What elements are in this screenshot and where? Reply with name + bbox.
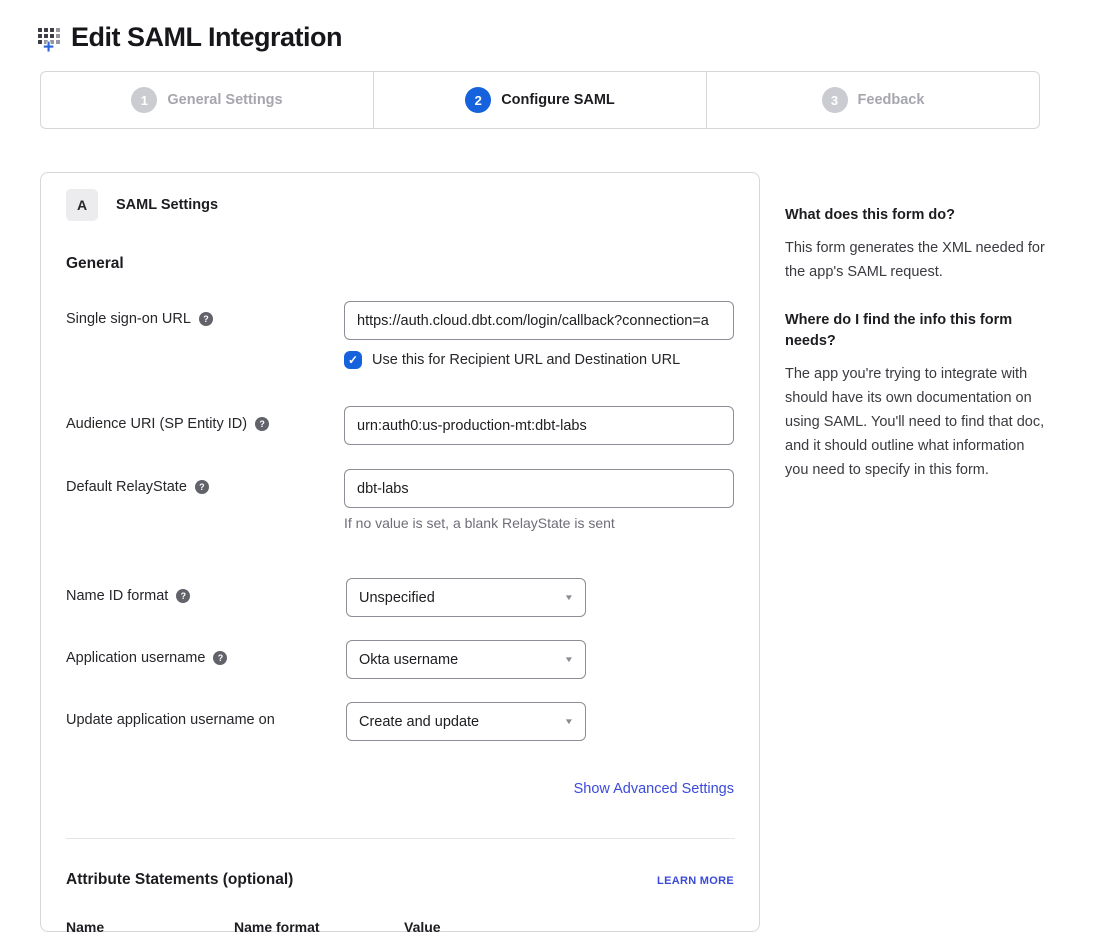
- page-header: [0, 0, 1118, 58]
- help-icon[interactable]: ?: [176, 589, 190, 603]
- step-label: Configure SAML: [501, 92, 615, 108]
- step-label: Feedback: [857, 92, 925, 108]
- name-id-format-row: [66, 578, 734, 617]
- help-section-heading: Where do I find the info this form needs?: [785, 312, 1013, 350]
- step-label: General Settings: [167, 92, 283, 108]
- general-section-heading: General: [66, 255, 124, 272]
- app-username-label: Application username: [66, 650, 206, 666]
- step-feedback[interactable]: [706, 72, 1039, 128]
- step-number-badge: 3: [822, 87, 848, 113]
- attribute-statements-header-row: [66, 919, 734, 935]
- step-number-badge: 2: [465, 87, 491, 113]
- wizard-steps: [40, 71, 1040, 129]
- help-section-body: The app you're trying to integrate with should have its own documentation on using SAML. You'll need to find that doc, and it should outline what information you need to specify in this form.: [785, 366, 1045, 479]
- step-configure-saml[interactable]: [373, 72, 706, 128]
- app-username-row: [66, 640, 734, 679]
- sso-url-row: [66, 301, 734, 369]
- card-header: [66, 189, 734, 221]
- chevron-down-icon: ▼: [563, 717, 575, 726]
- show-advanced-settings-link[interactable]: Show Advanced Settings: [573, 781, 734, 797]
- app-username-select[interactable]: [346, 640, 586, 679]
- step-general-settings[interactable]: [41, 72, 373, 128]
- relay-state-input[interactable]: [344, 469, 734, 508]
- select-value: Okta username: [359, 651, 459, 668]
- help-icon[interactable]: ?: [213, 651, 227, 665]
- sso-url-input[interactable]: [344, 301, 734, 340]
- update-app-username-row: [66, 702, 734, 741]
- relay-state-hint: If no value is set, a blank RelayState is sent: [344, 515, 615, 531]
- help-section-body: This form generates the XML needed for the app's SAML request.: [785, 240, 1045, 281]
- help-section-heading: What does this form do?: [785, 207, 955, 223]
- column-header-value: Value: [404, 919, 441, 935]
- relay-state-label: Default RelayState: [66, 479, 187, 495]
- learn-more-link[interactable]: LEARN MORE: [657, 875, 734, 887]
- saml-settings-card: [40, 172, 760, 935]
- help-icon[interactable]: ?: [195, 480, 209, 494]
- section-a-badge: A: [66, 189, 98, 221]
- page-title: Edit SAML Integration: [71, 22, 342, 52]
- section-divider: [66, 838, 735, 839]
- name-id-format-label: Name ID format: [66, 588, 169, 604]
- select-value: Unspecified: [359, 589, 435, 606]
- audience-uri-row: [66, 406, 734, 445]
- step-number-badge: 1: [131, 87, 157, 113]
- help-sidebar: [785, 205, 1047, 508]
- update-app-username-select[interactable]: [346, 702, 586, 741]
- column-header-name: Name: [66, 919, 105, 935]
- card-title: SAML Settings: [116, 197, 219, 213]
- sso-url-label: Single sign-on URL: [66, 311, 191, 327]
- name-id-format-select[interactable]: [346, 578, 586, 617]
- chevron-down-icon: ▼: [563, 655, 575, 664]
- recipient-url-checkbox-label: Use this for Recipient URL and Destination URL: [372, 352, 681, 368]
- help-icon[interactable]: ?: [199, 312, 213, 326]
- chevron-down-icon: ▼: [563, 593, 575, 602]
- help-icon[interactable]: ?: [255, 417, 269, 431]
- audience-uri-input[interactable]: [344, 406, 734, 445]
- attribute-statements-heading: Attribute Statements (optional): [66, 871, 294, 888]
- column-header-name-format: Name format: [234, 919, 320, 935]
- audience-uri-label: Audience URI (SP Entity ID): [66, 416, 248, 432]
- select-value: Create and update: [359, 713, 480, 730]
- recipient-url-checkbox[interactable]: ✓: [344, 351, 362, 369]
- update-app-username-label: Update application username on: [66, 712, 275, 728]
- app-grid-plus-icon: +: [38, 25, 65, 51]
- relay-state-row: [66, 469, 734, 531]
